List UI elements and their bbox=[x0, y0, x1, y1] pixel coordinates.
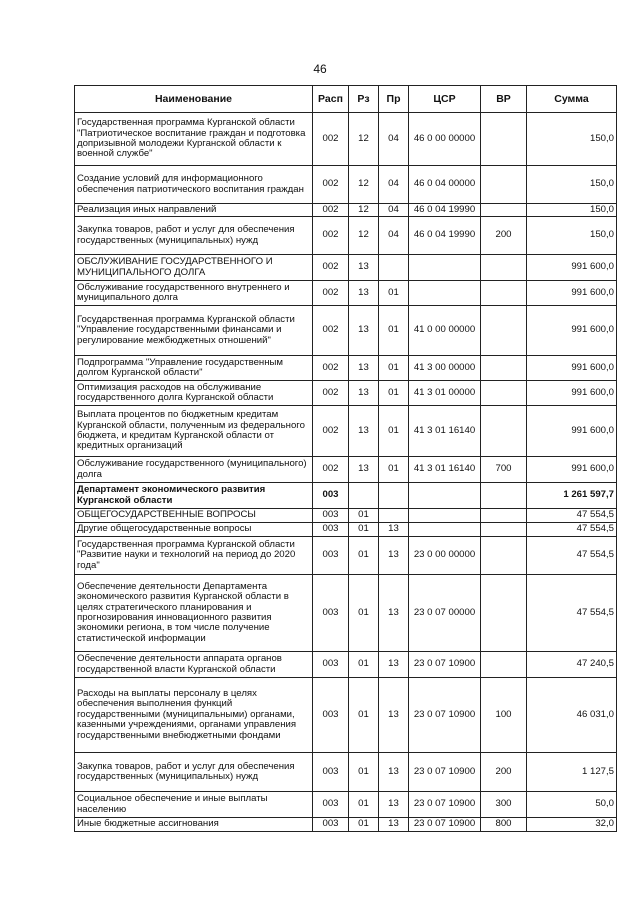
cell-csr: 41 3 01 16140 bbox=[409, 457, 481, 483]
cell-vr bbox=[481, 537, 527, 575]
cell-rz: 12 bbox=[349, 217, 379, 255]
cell-rz: 01 bbox=[349, 509, 379, 523]
table-row bbox=[75, 381, 617, 406]
table-row bbox=[75, 217, 617, 255]
cell-csr: 46 0 04 19990 bbox=[409, 204, 481, 217]
cell-rasp: 003 bbox=[313, 523, 349, 537]
cell-pr: 13 bbox=[379, 575, 409, 652]
cell-sum: 50,0 bbox=[527, 792, 617, 818]
cell-rz: 01 bbox=[349, 575, 379, 652]
cell-sum: 1 127,5 bbox=[527, 753, 617, 792]
cell-sum: 150,0 bbox=[527, 217, 617, 255]
cell-rasp: 003 bbox=[313, 575, 349, 652]
cell-vr: 700 bbox=[481, 457, 527, 483]
table-row bbox=[75, 306, 617, 356]
cell-name: ОБСЛУЖИВАНИЕ ГОСУДАРСТВЕННОГО И МУНИЦИПАЛЬНОГО ДОЛГА bbox=[75, 255, 313, 281]
cell-csr bbox=[409, 523, 481, 537]
cell-csr: 23 0 07 10900 bbox=[409, 753, 481, 792]
cell-pr bbox=[379, 255, 409, 281]
cell-pr: 04 bbox=[379, 217, 409, 255]
cell-name: Обеспечение деятельности аппарата органов государственной власти Курганской области bbox=[75, 652, 313, 678]
cell-rasp: 002 bbox=[313, 381, 349, 406]
cell-pr: 01 bbox=[379, 381, 409, 406]
table-row bbox=[75, 255, 617, 281]
cell-csr: 41 3 01 16140 bbox=[409, 406, 481, 457]
cell-pr: 13 bbox=[379, 753, 409, 792]
cell-vr: 200 bbox=[481, 753, 527, 792]
cell-csr: 23 0 07 10900 bbox=[409, 792, 481, 818]
cell-rz: 13 bbox=[349, 406, 379, 457]
budget-table bbox=[74, 85, 617, 832]
cell-name: Государственная программа Курганской области "Патриотическое воспитание граждан и подготовка допризывной молодежи Курганской области к военной службе" bbox=[75, 113, 313, 166]
cell-rz: 13 bbox=[349, 457, 379, 483]
cell-sum: 991 600,0 bbox=[527, 406, 617, 457]
cell-name: Обслуживание государственного (муниципального) долга bbox=[75, 457, 313, 483]
header-vr: ВР bbox=[481, 86, 527, 113]
cell-name: Создание условий для информационного обеспечения патриотического воспитания граждан bbox=[75, 166, 313, 204]
table-row bbox=[75, 204, 617, 217]
cell-sum: 991 600,0 bbox=[527, 306, 617, 356]
cell-rasp: 003 bbox=[313, 537, 349, 575]
table-header-row bbox=[75, 86, 617, 113]
cell-vr bbox=[481, 381, 527, 406]
cell-sum: 150,0 bbox=[527, 166, 617, 204]
cell-vr bbox=[481, 166, 527, 204]
cell-name: Оптимизация расходов на обслуживание государственного долга Курганской области bbox=[75, 381, 313, 406]
cell-pr: 01 bbox=[379, 406, 409, 457]
cell-rasp: 002 bbox=[313, 281, 349, 306]
cell-sum: 150,0 bbox=[527, 204, 617, 217]
cell-pr bbox=[379, 509, 409, 523]
cell-name: Социальное обеспечение и иные выплаты населению bbox=[75, 792, 313, 818]
cell-name: Государственная программа Курганской области "Управление государственными финансами и регулирование межбюджетных отношений" bbox=[75, 306, 313, 356]
cell-name: Подпрограмма "Управление государственным долгом Курганской области" bbox=[75, 356, 313, 381]
table-row bbox=[75, 457, 617, 483]
cell-csr: 23 0 07 10900 bbox=[409, 652, 481, 678]
cell-rz: 12 bbox=[349, 204, 379, 217]
cell-csr: 41 0 00 00000 bbox=[409, 306, 481, 356]
cell-name: Реализация иных направлений bbox=[75, 204, 313, 217]
cell-sum: 1 261 597,7 bbox=[527, 483, 617, 509]
cell-pr: 01 bbox=[379, 356, 409, 381]
cell-vr bbox=[481, 113, 527, 166]
cell-csr: 23 0 00 00000 bbox=[409, 537, 481, 575]
cell-name: Обеспечение деятельности Департамента экономического развития Курганской области в целях стратегического планирования и прогнозирования инновационного развития экономики региона, в том числе получение статистической информации bbox=[75, 575, 313, 652]
cell-rasp: 003 bbox=[313, 818, 349, 832]
cell-pr: 01 bbox=[379, 306, 409, 356]
cell-rz: 01 bbox=[349, 537, 379, 575]
cell-sum: 991 600,0 bbox=[527, 281, 617, 306]
cell-rz: 01 bbox=[349, 652, 379, 678]
cell-rasp: 003 bbox=[313, 652, 349, 678]
cell-rz: 01 bbox=[349, 678, 379, 753]
cell-sum: 32,0 bbox=[527, 818, 617, 832]
cell-pr: 13 bbox=[379, 523, 409, 537]
cell-rasp: 002 bbox=[313, 356, 349, 381]
cell-sum: 47 240,5 bbox=[527, 652, 617, 678]
cell-vr: 100 bbox=[481, 678, 527, 753]
cell-rz: 12 bbox=[349, 166, 379, 204]
cell-pr: 04 bbox=[379, 166, 409, 204]
cell-rasp: 002 bbox=[313, 166, 349, 204]
cell-sum: 47 554,5 bbox=[527, 523, 617, 537]
cell-pr bbox=[379, 483, 409, 509]
cell-rasp: 002 bbox=[313, 406, 349, 457]
cell-sum: 991 600,0 bbox=[527, 381, 617, 406]
cell-rasp: 002 bbox=[313, 204, 349, 217]
cell-rz: 13 bbox=[349, 306, 379, 356]
cell-vr bbox=[481, 204, 527, 217]
cell-name: Другие общегосударственные вопросы bbox=[75, 523, 313, 537]
cell-vr bbox=[481, 483, 527, 509]
header-rz: Рз bbox=[349, 86, 379, 113]
table-row bbox=[75, 753, 617, 792]
cell-csr bbox=[409, 255, 481, 281]
cell-name: Департамент экономического развития Курганской области bbox=[75, 483, 313, 509]
header-pr: Пр bbox=[379, 86, 409, 113]
cell-name: Расходы на выплаты персоналу в целях обеспечения выполнения функций государственными (муниципальными) органами, казенными учреждениями, органами управления государственными внебюджетными фондами bbox=[75, 678, 313, 753]
header-csr: ЦСР bbox=[409, 86, 481, 113]
cell-csr: 23 0 07 00000 bbox=[409, 575, 481, 652]
cell-rasp: 002 bbox=[313, 113, 349, 166]
cell-name: Выплата процентов по бюджетным кредитам Курганской области, полученным из федерального бюджета, и кредитам Курганской области от кредитных организаций bbox=[75, 406, 313, 457]
table-row bbox=[75, 406, 617, 457]
table-body bbox=[75, 113, 617, 832]
cell-rz: 01 bbox=[349, 818, 379, 832]
header-name: Наименование bbox=[75, 86, 313, 113]
table-row bbox=[75, 166, 617, 204]
cell-sum: 47 554,5 bbox=[527, 537, 617, 575]
cell-rz: 12 bbox=[349, 113, 379, 166]
cell-sum: 47 554,5 bbox=[527, 509, 617, 523]
cell-rasp: 003 bbox=[313, 792, 349, 818]
cell-vr bbox=[481, 356, 527, 381]
cell-vr: 800 bbox=[481, 818, 527, 832]
cell-rasp: 003 bbox=[313, 483, 349, 509]
cell-rz: 13 bbox=[349, 255, 379, 281]
cell-vr bbox=[481, 281, 527, 306]
cell-rasp: 003 bbox=[313, 753, 349, 792]
table-row bbox=[75, 678, 617, 753]
cell-csr: 41 3 00 00000 bbox=[409, 356, 481, 381]
cell-pr: 04 bbox=[379, 113, 409, 166]
cell-pr: 04 bbox=[379, 204, 409, 217]
cell-name: ОБЩЕГОСУДАРСТВЕННЫЕ ВОПРОСЫ bbox=[75, 509, 313, 523]
cell-vr bbox=[481, 652, 527, 678]
table-row bbox=[75, 792, 617, 818]
cell-csr: 46 0 04 19990 bbox=[409, 217, 481, 255]
cell-vr bbox=[481, 509, 527, 523]
cell-vr: 300 bbox=[481, 792, 527, 818]
table-row bbox=[75, 575, 617, 652]
cell-csr: 23 0 07 10900 bbox=[409, 678, 481, 753]
cell-name: Государственная программа Курганской области "Развитие науки и технологий на период до 2020 года" bbox=[75, 537, 313, 575]
header-rasp: Расп bbox=[313, 86, 349, 113]
table-row bbox=[75, 537, 617, 575]
table-row bbox=[75, 356, 617, 381]
cell-rz: 13 bbox=[349, 381, 379, 406]
cell-rz: 13 bbox=[349, 281, 379, 306]
cell-vr bbox=[481, 306, 527, 356]
cell-pr: 13 bbox=[379, 678, 409, 753]
table-row bbox=[75, 523, 617, 537]
cell-pr: 01 bbox=[379, 281, 409, 306]
cell-rz: 01 bbox=[349, 523, 379, 537]
cell-csr: 46 0 00 00000 bbox=[409, 113, 481, 166]
cell-rasp: 003 bbox=[313, 678, 349, 753]
cell-vr bbox=[481, 575, 527, 652]
cell-rasp: 003 bbox=[313, 509, 349, 523]
cell-rz bbox=[349, 483, 379, 509]
table-row bbox=[75, 281, 617, 306]
cell-csr bbox=[409, 509, 481, 523]
cell-vr: 200 bbox=[481, 217, 527, 255]
cell-rasp: 002 bbox=[313, 306, 349, 356]
cell-name: Закупка товаров, работ и услуг для обеспечения государственных (муниципальных) нужд bbox=[75, 753, 313, 792]
cell-rasp: 002 bbox=[313, 217, 349, 255]
header-sum: Сумма bbox=[527, 86, 617, 113]
cell-rasp: 002 bbox=[313, 457, 349, 483]
cell-sum: 991 600,0 bbox=[527, 356, 617, 381]
cell-pr: 13 bbox=[379, 537, 409, 575]
cell-sum: 46 031,0 bbox=[527, 678, 617, 753]
cell-csr: 23 0 07 10900 bbox=[409, 818, 481, 832]
cell-pr: 13 bbox=[379, 652, 409, 678]
cell-sum: 47 554,5 bbox=[527, 575, 617, 652]
table-row bbox=[75, 113, 617, 166]
cell-sum: 991 600,0 bbox=[527, 255, 617, 281]
table-row bbox=[75, 818, 617, 832]
table-row bbox=[75, 483, 617, 509]
table-row bbox=[75, 509, 617, 523]
cell-csr: 41 3 01 00000 bbox=[409, 381, 481, 406]
cell-pr: 13 bbox=[379, 818, 409, 832]
cell-rz: 01 bbox=[349, 792, 379, 818]
cell-csr bbox=[409, 483, 481, 509]
table-row bbox=[75, 652, 617, 678]
cell-vr bbox=[481, 523, 527, 537]
cell-rasp: 002 bbox=[313, 255, 349, 281]
cell-csr bbox=[409, 281, 481, 306]
cell-csr: 46 0 04 00000 bbox=[409, 166, 481, 204]
cell-sum: 991 600,0 bbox=[527, 457, 617, 483]
cell-pr: 01 bbox=[379, 457, 409, 483]
page-number: 46 bbox=[313, 62, 327, 76]
cell-pr: 13 bbox=[379, 792, 409, 818]
cell-rz: 13 bbox=[349, 356, 379, 381]
cell-rz: 01 bbox=[349, 753, 379, 792]
cell-vr bbox=[481, 406, 527, 457]
cell-sum: 150,0 bbox=[527, 113, 617, 166]
cell-name: Иные бюджетные ассигнования bbox=[75, 818, 313, 832]
cell-name: Обслуживание государственного внутреннего и муниципального долга bbox=[75, 281, 313, 306]
cell-vr bbox=[481, 255, 527, 281]
cell-name: Закупка товаров, работ и услуг для обеспечения государственных (муниципальных) нужд bbox=[75, 217, 313, 255]
